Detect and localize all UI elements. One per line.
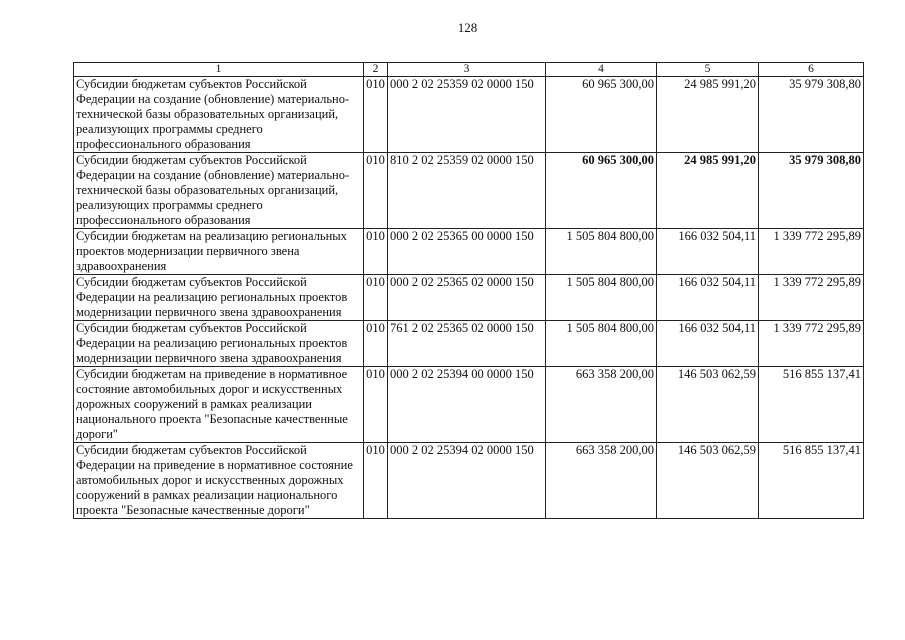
row-executed-amount: 166 032 504,11 [657, 275, 759, 321]
row-approved-amount: 663 358 200,00 [546, 367, 657, 443]
row-remaining-amount: 1 339 772 295,89 [759, 229, 864, 275]
row-budget-code: 000 2 02 25394 00 0000 150 [388, 367, 546, 443]
row-budget-code: 761 2 02 25365 02 0000 150 [388, 321, 546, 367]
row-approved-amount: 60 965 300,00 [546, 77, 657, 153]
row-admin-code: 010 [364, 367, 388, 443]
row-description: Субсидии бюджетам субъектов Российской Федерации на реализацию региональных проектов модернизации первичного звена здравоохранения [74, 321, 364, 367]
row-remaining-amount: 516 855 137,41 [759, 443, 864, 519]
row-budget-code: 000 2 02 25359 02 0000 150 [388, 77, 546, 153]
column-header: 6 [759, 63, 864, 77]
row-approved-amount: 663 358 200,00 [546, 443, 657, 519]
row-budget-code: 000 2 02 25365 00 0000 150 [388, 229, 546, 275]
row-description: Субсидии бюджетам на приведение в нормативное состояние автомобильных дорог и искусственных дорожных сооружений в рамках реализации национального проекта "Безопасные качественные дороги" [74, 367, 364, 443]
table-row [74, 321, 864, 367]
row-executed-amount: 146 503 062,59 [657, 443, 759, 519]
row-budget-code: 000 2 02 25365 02 0000 150 [388, 275, 546, 321]
table-row [74, 275, 864, 321]
row-remaining-amount: 35 979 308,80 [759, 153, 864, 229]
page-number: 128 [457, 20, 478, 35]
table-row [74, 443, 864, 519]
table-row [74, 153, 864, 229]
column-header: 1 [74, 63, 364, 77]
row-admin-code: 010 [364, 77, 388, 153]
row-remaining-amount: 1 339 772 295,89 [759, 321, 864, 367]
row-executed-amount: 24 985 991,20 [657, 153, 759, 229]
row-remaining-amount: 516 855 137,41 [759, 367, 864, 443]
table-row [74, 77, 864, 153]
row-description: Субсидии бюджетам субъектов Российской Федерации на создание (обновление) материально-технической базы образовательных организаций, реализующих программы среднего профессионального образования [74, 153, 364, 229]
row-executed-amount: 166 032 504,11 [657, 321, 759, 367]
row-remaining-amount: 1 339 772 295,89 [759, 275, 864, 321]
column-header: 5 [657, 63, 759, 77]
column-header: 4 [546, 63, 657, 77]
row-remaining-amount: 35 979 308,80 [759, 77, 864, 153]
row-admin-code: 010 [364, 443, 388, 519]
row-approved-amount: 60 965 300,00 [546, 153, 657, 229]
row-description: Субсидии бюджетам субъектов Российской Федерации на приведение в нормативное состояние автомобильных дорог и искусственных дорожных сооружений в рамках реализации национального проекта "Безопасные качественные дороги" [74, 443, 364, 519]
row-approved-amount: 1 505 804 800,00 [546, 321, 657, 367]
row-description: Субсидии бюджетам на реализацию региональных проектов модернизации первичного звена здравоохранения [74, 229, 364, 275]
row-executed-amount: 24 985 991,20 [657, 77, 759, 153]
row-executed-amount: 166 032 504,11 [657, 229, 759, 275]
row-approved-amount: 1 505 804 800,00 [546, 275, 657, 321]
header-row [74, 63, 864, 77]
budget-table [73, 62, 864, 519]
column-header: 2 [364, 63, 388, 77]
row-admin-code: 010 [364, 275, 388, 321]
row-admin-code: 010 [364, 153, 388, 229]
row-budget-code: 810 2 02 25359 02 0000 150 [388, 153, 546, 229]
row-budget-code: 000 2 02 25394 02 0000 150 [388, 443, 546, 519]
table-row [74, 229, 864, 275]
column-header: 3 [388, 63, 546, 77]
table-row [74, 367, 864, 443]
row-admin-code: 010 [364, 321, 388, 367]
row-description: Субсидии бюджетам субъектов Российской Федерации на создание (обновление) материально-технической базы образовательных организаций, реализующих программы среднего профессионального образования [74, 77, 364, 153]
row-approved-amount: 1 505 804 800,00 [546, 229, 657, 275]
row-admin-code: 010 [364, 229, 388, 275]
row-description: Субсидии бюджетам субъектов Российской Федерации на реализацию региональных проектов модернизации первичного звена здравоохранения [74, 275, 364, 321]
row-executed-amount: 146 503 062,59 [657, 367, 759, 443]
